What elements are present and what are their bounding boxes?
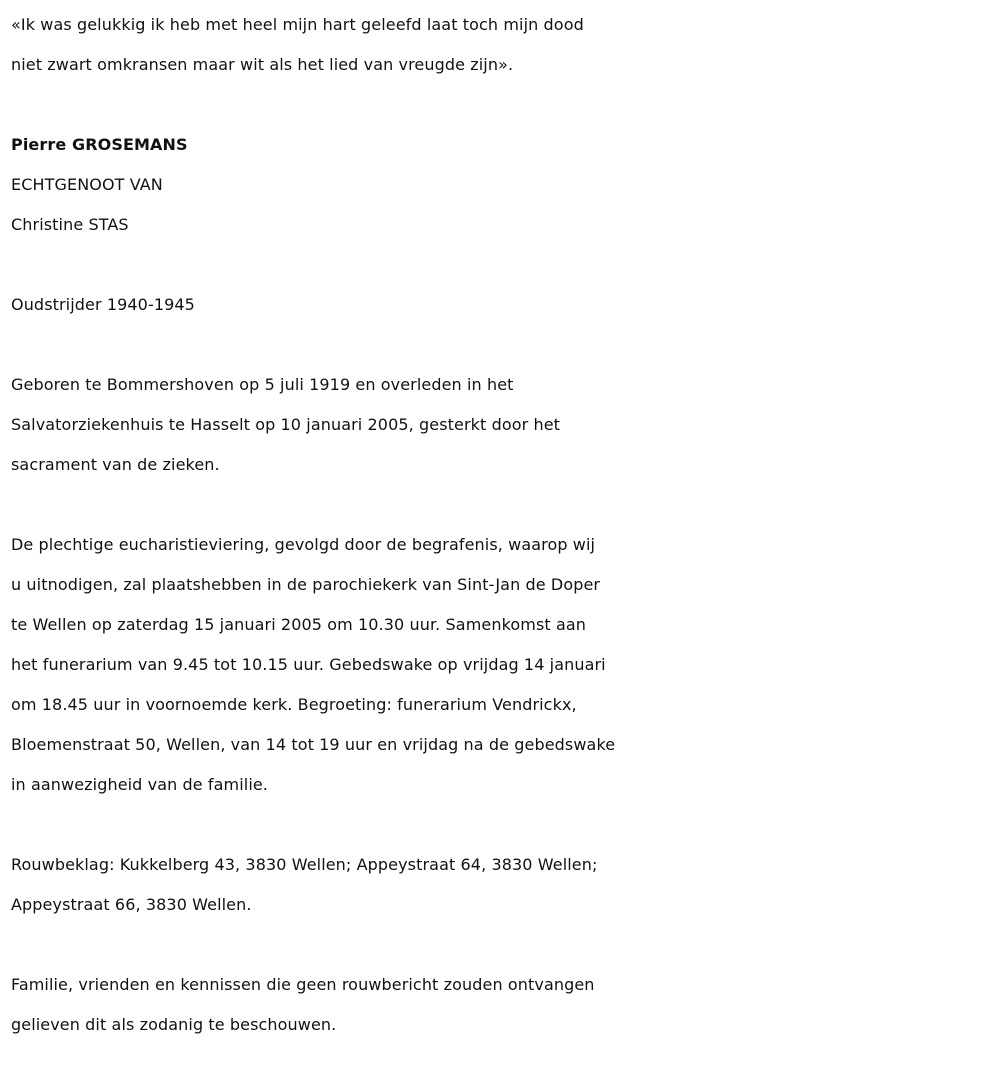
paragraph-gap bbox=[11, 805, 996, 845]
ceremony-line: De plechtige eucharistieviering, gevolgd door de begrafenis, waarop wij bbox=[11, 535, 596, 554]
birth-death-line: sacrament van de zieken. bbox=[11, 455, 220, 474]
ceremony-paragraph bbox=[11, 525, 996, 805]
paragraph-gap bbox=[11, 485, 996, 525]
condolences-paragraph bbox=[11, 845, 996, 925]
birth-death-paragraph bbox=[11, 365, 996, 485]
quote-paragraph bbox=[11, 5, 996, 85]
veteran-note: Oudstrijder 1940-1945 bbox=[11, 295, 195, 314]
ceremony-line: Bloemenstraat 50, Wellen, van 14 tot 19 uur en vrijdag na de gebedswake bbox=[11, 735, 616, 754]
paragraph-gap bbox=[11, 245, 996, 285]
deceased-name: Pierre GROSEMANS bbox=[11, 135, 188, 154]
birth-death-line: Geboren te Bommershoven op 5 juli 1919 en overleden in het bbox=[11, 375, 514, 394]
condolences-line: Rouwbeklag: Kukkelberg 43, 3830 Wellen; Appeystraat 64, 3830 Wellen; bbox=[11, 855, 598, 874]
ceremony-line: u uitnodigen, zal plaatshebben in de parochiekerk van Sint-Jan de Doper bbox=[11, 575, 601, 594]
deceased-block bbox=[11, 125, 996, 245]
relation-label: ECHTGENOOT VAN bbox=[11, 175, 163, 194]
quote-line: niet zwart omkransen maar wit als het lied van vreugde zijn». bbox=[11, 55, 514, 74]
ceremony-line: te Wellen op zaterdag 15 januari 2005 om 10.30 uur. Samenkomst aan bbox=[11, 615, 586, 634]
quote-line: «Ik was gelukkig ik heb met heel mijn hart geleefd laat toch mijn dood bbox=[11, 15, 584, 34]
paragraph-gap bbox=[11, 325, 996, 365]
paragraph-gap bbox=[11, 85, 996, 125]
condolences-line: Appeystraat 66, 3830 Wellen. bbox=[11, 895, 252, 914]
obituary-notice bbox=[11, 5, 996, 1045]
closing-line: Familie, vrienden en kennissen die geen rouwbericht zouden ontvangen bbox=[11, 975, 595, 994]
ceremony-line: om 18.45 uur in voornoemde kerk. Begroeting: funerarium Vendrickx, bbox=[11, 695, 577, 714]
ceremony-line: het funerarium van 9.45 tot 10.15 uur. Gebedswake op vrijdag 14 januari bbox=[11, 655, 606, 674]
paragraph-gap bbox=[11, 925, 996, 965]
ceremony-line: in aanwezigheid van de familie. bbox=[11, 775, 268, 794]
closing-paragraph bbox=[11, 965, 996, 1045]
closing-line: gelieven dit als zodanig te beschouwen. bbox=[11, 1015, 337, 1034]
birth-death-line: Salvatorziekenhuis te Hasselt op 10 januari 2005, gesterkt door het bbox=[11, 415, 561, 434]
spouse-name: Christine STAS bbox=[11, 215, 129, 234]
